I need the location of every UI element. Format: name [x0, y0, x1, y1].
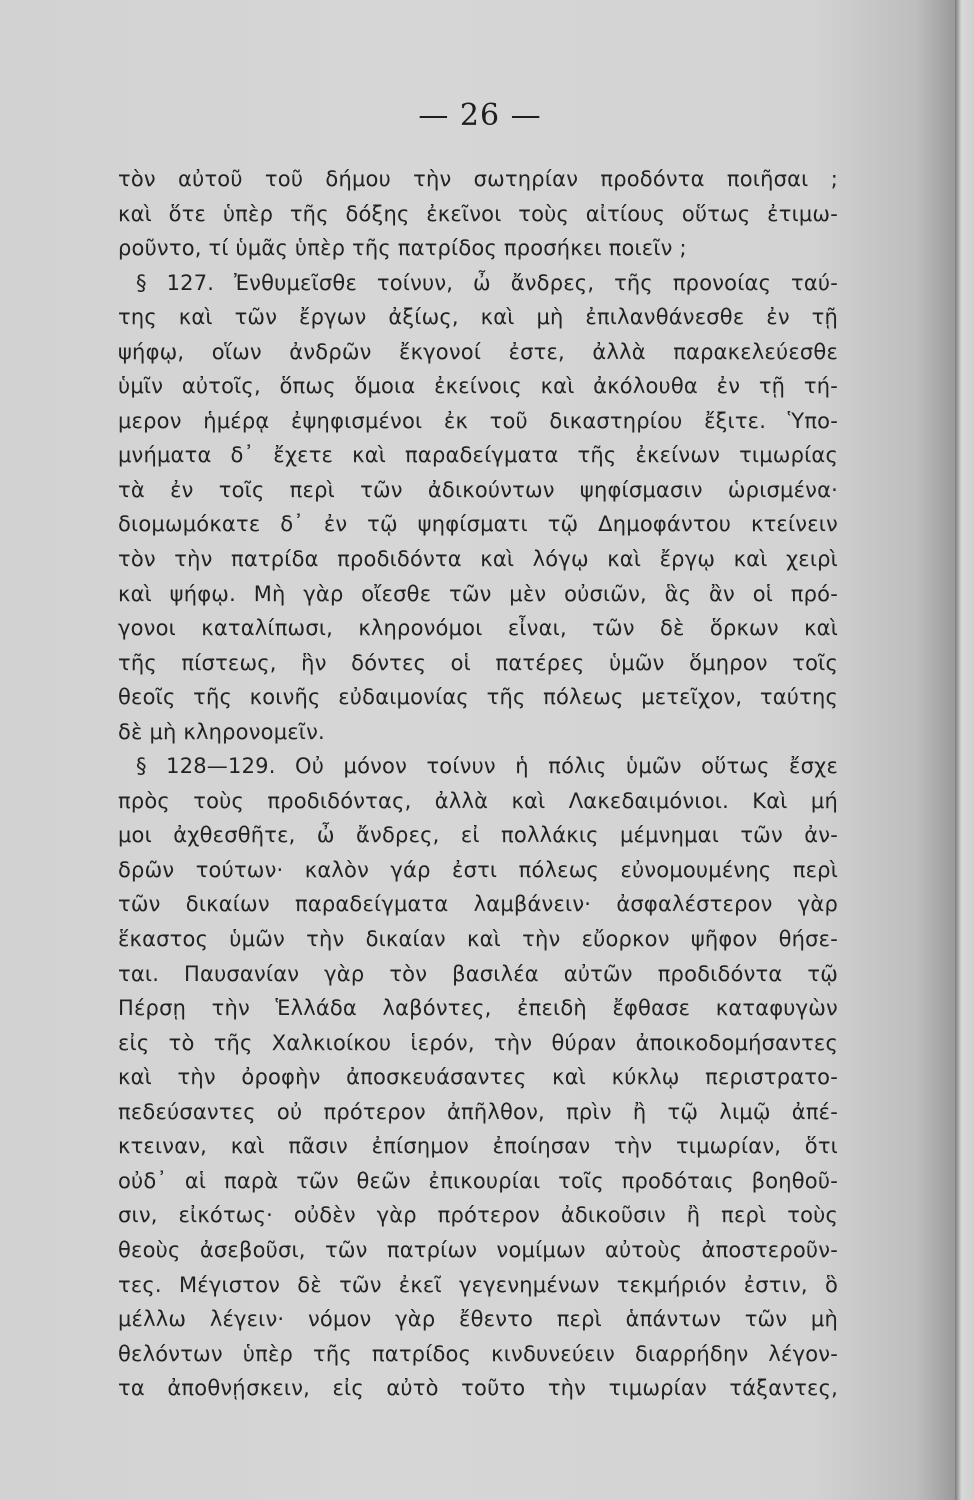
text-line: τὸν αὐτοῦ τοῦ δήμου τὴν σωτηρίαν προδόντα ποιῆσαι ; [118, 167, 838, 191]
text-line: τα ἀποθνῄσκειν, εἰς αὐτὸ τοῦτο τὴν τιμωρίαν τάξαντες, [118, 1376, 838, 1401]
text-line: τῶν δικαίων παραδείγματα λαμβάνειν· ἀσφαλέστερον γὰρ [118, 892, 838, 917]
page-number: — 26 — [418, 98, 542, 133]
text-line: Πέρσῃ τὴν Ἑλλάδα λαβόντες, ἐπειδὴ ἔφθασε καταφυγὼν [118, 996, 838, 1021]
text-line: ὑμῖν αὐτοῖς, ὅπως ὅμοια ἐκείνοις καὶ ἀκόλουθα ἐν τῇ τή- [118, 374, 838, 399]
page-edge [955, 0, 974, 1500]
text-line: θελόντων ὑπὲρ τῆς πατρίδος κινδυνεύειν διαρρήδην λέγον- [118, 1341, 838, 1366]
text-line: μνήματα δ᾿ ἔχετε καὶ παραδείγματα τῆς ἐκείνων τιμωρίας [118, 443, 838, 468]
text-line: οὐδ᾿ αἱ παρὰ τῶν θεῶν ἐπικουρίαι τοῖς προδόταις βοηθοῦ- [118, 1168, 838, 1193]
text-line: καὶ ψήφῳ. Μὴ γὰρ οἴεσθε τῶν μὲν οὐσιῶν, ἃς ἂν οἱ πρό- [118, 581, 838, 606]
text-line: ψήφῳ, οἵων ἀνδρῶν ἔκγονοί ἐστε, ἀλλὰ παρακελεύεσθε [118, 339, 838, 364]
text-line: τὰ ἐν τοῖς περὶ τῶν ἀδικούντων ψηφίσμασιν ὡρισμένα· [118, 477, 838, 502]
text-line: τες. Μέγιστον δὲ τῶν ἐκεῖ γεγενημένων τεκμήριόν ἐστιν, ὃ [118, 1272, 838, 1297]
text-line: μερον ἡμέρᾳ ἐψηφισμένοι ἐκ τοῦ δικαστηρίου ἔξιτε. Ὑπο- [118, 408, 838, 433]
text-line: πεδεύσαντες οὐ πρότερον ἀπῆλθον, πρὶν ἢ τῷ λιμῷ ἀπέ- [118, 1099, 838, 1124]
text-line: § 127. Ἐνθυμεῖσθε τοίνυν, ὦ ἄνδρες, τῆς προνοίας ταύ- [136, 270, 838, 295]
text-line: σιν, εἰκότως· οὐδὲν γὰρ πρότερον ἀδικοῦσιν ἢ περὶ τοὺς [118, 1203, 838, 1228]
text-line: της καὶ τῶν ἔργων ἀξίως, καὶ μὴ ἐπιλανθάνεσθε ἐν τῇ [118, 305, 838, 330]
text-line: δρῶν τούτων· καλὸν γάρ ἐστι πόλεως εὐνομουμένης περὶ [118, 857, 838, 882]
text-line: γονοι καταλίπωσι, κληρονόμοι εἶναι, τῶν δὲ ὅρκων καὶ [118, 616, 838, 641]
text-line: καὶ ὅτε ὑπὲρ τῆς δόξης ἐκεῖνοι τοὺς αἰτίους οὕτως ἐτιμω- [118, 201, 838, 226]
text-line: καὶ τὴν ὀροφὴν ἀποσκευάσαντες καὶ κύκλῳ περιστρατο- [118, 1065, 838, 1090]
text-line: εἰς τὸ τῆς Χαλκιοίκου ἱερόν, τὴν θύραν ἀποικοδομήσαντες [118, 1030, 838, 1055]
text-line: τῆς πίστεως, ἣν δόντες οἱ πατέρες ὑμῶν ὅμηρον τοῖς [118, 650, 838, 675]
text-line: ται. Παυσανίαν γὰρ τὸν βασιλέα αὐτῶν προδιδόντα τῷ [118, 961, 838, 986]
text-line: πρὸς τοὺς προδιδόντας, ἀλλὰ καὶ Λακεδαιμόνιοι. Καὶ μή [118, 788, 838, 813]
text-line: θεοῖς τῆς κοινῆς εὐδαιμονίας τῆς πόλεως μετεῖχον, ταύτης [118, 685, 838, 710]
text-line: § 128—129. Οὐ μόνον τοίνυν ἡ πόλις ὑμῶν οὕτως ἔσχε [136, 754, 838, 779]
text-line: τὸν τὴν πατρίδα προδιδόντα καὶ λόγῳ καὶ ἔργῳ καὶ χειρὶ [118, 547, 838, 572]
text-line: διομωμόκατε δ᾿ ἐν τῷ ψηφίσματι τῷ Δημοφάντου κτείνειν [118, 512, 838, 537]
text-line: κτειναν, καὶ πᾶσιν ἐπίσημον ἐποίησαν τὴν τιμωρίαν, ὅτι [118, 1134, 838, 1159]
text-line: θεοὺς ἀσεβοῦσι, τῶν πατρίων νομίμων αὐτοὺς ἀποστεροῦν- [118, 1237, 838, 1262]
text-line: ἕκαστος ὑμῶν τὴν δικαίαν καὶ τὴν εὔορκον ψῆφον θήσε- [118, 927, 838, 952]
text-line: δὲ μὴ κληρονομεῖν. [118, 719, 325, 744]
text-line: ροῦντο, τί ὑμᾶς ὑπὲρ τῆς πατρίδος προσήκει ποιεῖν ; [118, 236, 687, 261]
text-line: μέλλω λέγειν· νόμον γὰρ ἔθεντο περὶ ἁπάντων τῶν μὴ [118, 1307, 838, 1332]
text-line: μοι ἀχθεσθῆτε, ὦ ἄνδρες, εἰ πολλάκις μέμνημαι τῶν ἀν- [118, 823, 838, 848]
body-text [118, 162, 838, 1406]
